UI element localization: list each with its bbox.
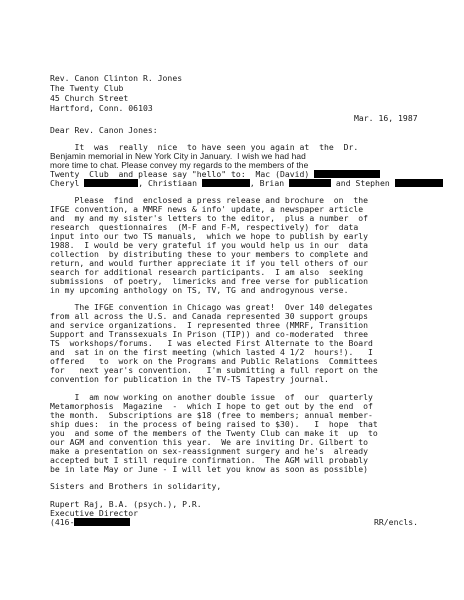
p1-line-3: more time to chat. Please convey my regards to the members of the xyxy=(50,160,309,170)
p3-line: offered to work on the Programs and Public Relations Committees xyxy=(50,356,378,366)
salutation: Dear Rev. Canon Jones: xyxy=(50,125,158,135)
p1-line-2: Benjamin memorial in New York City in January. I wish we had had xyxy=(50,151,306,161)
p3-line: and sat in on the first meeting (which lasted 4 1/2 hours!). I xyxy=(50,347,373,357)
p2-line: search for additional research participants. I am also seeking xyxy=(50,267,364,277)
name-christiaan: , Christiaan xyxy=(138,178,202,188)
p4-line: make a presentation on sex-reassignment surgery and he's already xyxy=(50,446,369,456)
p2-line: 1988. I would be very grateful if you would help us in our data xyxy=(50,240,369,250)
p1-line-1: It was really nice to have seen you again at the Dr. xyxy=(50,142,359,152)
name-cheryl: Cheryl xyxy=(50,178,85,188)
p2-line: in my upcoming anthology on TS, TV, TG and androgynous verse. xyxy=(50,285,349,295)
signature-title: Executive Director xyxy=(50,508,139,518)
p3-line: from all across the U.S. and Canada represented 30 support groups xyxy=(50,311,369,321)
signature-phone xyxy=(50,518,130,527)
signature-name: Rupert Raj, B.A. (psych.), P.R. xyxy=(50,499,202,509)
p1-line-5 xyxy=(50,179,443,188)
p3-line: TS workshops/forums. I was elected First Alternate to the Board xyxy=(50,338,373,348)
enclosure-note: RR/encls. xyxy=(374,517,419,527)
p4-line: the month. Subscriptions are $18 (free to members; annual member- xyxy=(50,410,373,420)
recipient-org: The Twenty Club xyxy=(50,83,124,93)
p2-line: research questionnaires (M-F and F-M, respectively) for data xyxy=(50,222,359,232)
name-brian: , Brian xyxy=(249,178,290,188)
p2-line: submissions of poetry, limericks and free verse for publication xyxy=(50,276,369,286)
p4-line: Metamorphosis Magazine - which I hope to get out by the end of xyxy=(50,401,373,411)
redaction-box xyxy=(314,170,380,178)
letter-date: Mar. 16, 1987 xyxy=(354,113,418,123)
p4-line: I am now working on another double issue of our quarterly xyxy=(50,392,373,402)
p2-line: collection by distributing these to your members to complete and xyxy=(50,249,369,259)
p3-line: and service organizations. I represented three (MMRF, Transition xyxy=(50,320,369,330)
recipient-street: 45 Church Street xyxy=(50,93,129,103)
closing: Sisters and Brothers in solidarity, xyxy=(50,481,222,491)
p2-line: input into our two TS manuals, which we hope to publish by early xyxy=(50,231,369,241)
recipient-city: Hartford, Conn. 06103 xyxy=(50,103,153,113)
p3-line: for next year's convention. I'm submitting a full report on the xyxy=(50,365,378,375)
p4-line: accepted but I still require confirmation. The AGM will probably xyxy=(50,455,369,465)
p3-line: The IFGE convention in Chicago was great! Over 140 delegates xyxy=(50,302,373,312)
name-stephen: and Stephen xyxy=(331,178,395,188)
p2-line: return, and would further appreciate it if you tell others of our xyxy=(50,258,369,268)
p4-line: you and some of the members of the Twenty Club can make it up to xyxy=(50,428,378,438)
p2-line: IFGE convention, a MMRF news & info' update, a newspaper article xyxy=(50,204,364,214)
p4-line: our AGM and convention this year. We are inviting Dr. Gilbert to xyxy=(50,437,369,447)
p3-line: Support and Transsexuals In Prison (TIP)) and co-moderated three xyxy=(50,329,369,339)
greeting-text: Twenty Club and please say "hello" to: Mac (David) xyxy=(50,169,315,179)
p4-line: ship dues: in the process of being raised to $30). I hope that xyxy=(50,419,378,429)
recipient-name: Rev. Canon Clinton R. Jones xyxy=(50,73,183,83)
redaction-box xyxy=(84,179,138,187)
redaction-box xyxy=(395,179,443,187)
phone-prefix: (416- xyxy=(50,517,75,527)
p2-line: Please find enclosed a press release and brochure on the xyxy=(50,195,369,205)
redaction-box xyxy=(289,179,331,187)
redaction-box xyxy=(202,179,250,187)
p2-line: and my and my sister's letters to the editor, plus a number of xyxy=(50,213,369,223)
redaction-box xyxy=(74,518,130,526)
p4-line: be in late May or June - I will let you know as soon as possible) xyxy=(50,464,369,474)
p3-line: convention for publication in the TV-TS Tapestry journal. xyxy=(50,374,329,384)
